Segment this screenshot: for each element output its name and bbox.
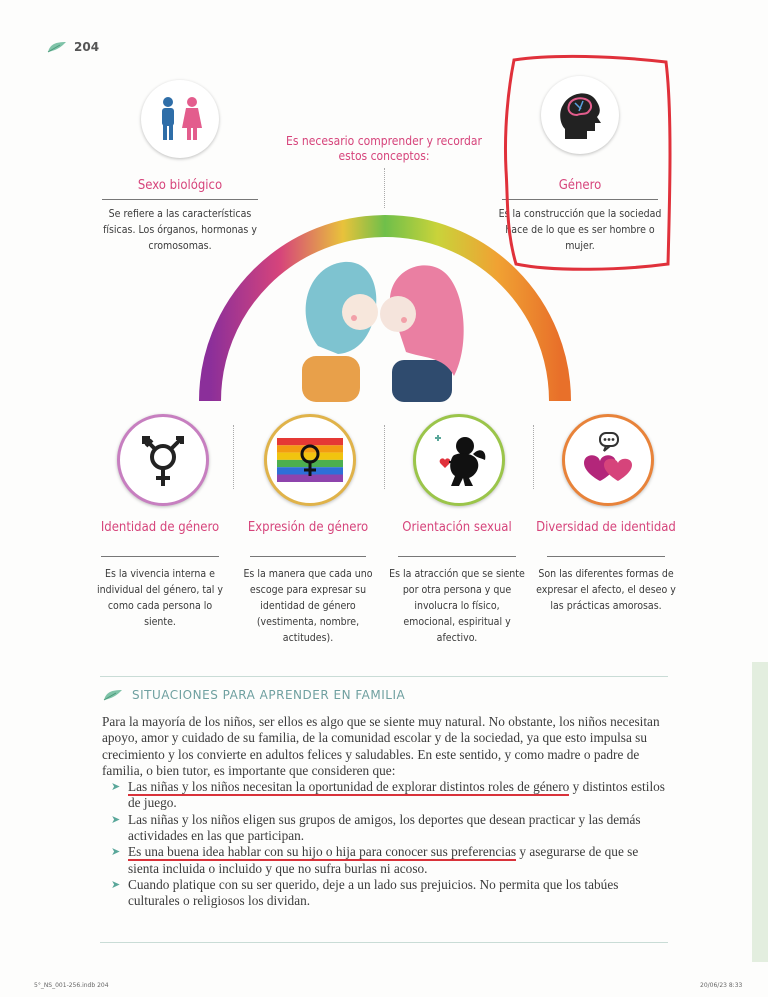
column-divider: [533, 425, 534, 489]
concept-title-sexo-biologico: Sexo biológico: [137, 178, 223, 193]
concept-desc-expresion: Es la manera que cada uno escoge para expresar su identidad de género (vestimenta, nombre, actitudes).: [243, 568, 373, 644]
identidad-icon-circle: [117, 414, 209, 506]
concept-title-diversidad: Diversidad de identidad: [536, 520, 676, 535]
concept-desc-genero: Es la construcción que la sociedad hace de lo que es ser hombre o mujer.: [498, 208, 662, 252]
concept-desc-diversidad: Son las diferentes formas de expresar el afecto, el deseo y las prácticas amorosas.: [536, 568, 676, 612]
hearts-chat-icon: [578, 431, 638, 489]
orientacion-icon-circle: [413, 414, 505, 506]
concept-rule: [101, 556, 219, 557]
intro-divider: [384, 168, 385, 208]
arrow-bullet-icon: ➤: [111, 878, 121, 891]
diversidad-icon-circle: [562, 414, 654, 506]
column-divider: [233, 425, 234, 489]
concept-rule: [102, 199, 258, 200]
intro-text: Es necesario comprender y recordar estos conceptos:: [286, 134, 482, 163]
concept-title-identidad: Identidad de género: [100, 520, 220, 535]
cupid-icon: [429, 432, 489, 488]
situations-heading-text: SITUACIONES PARA APRENDER EN FAMILIA: [132, 688, 406, 702]
concept-title-orientacion: Orientación sexual: [402, 520, 512, 535]
expresion-icon-circle: [264, 414, 356, 506]
footer-file: 5°_NS_001-256.indb 204: [34, 982, 109, 989]
bullet-text: Las niñas y los niños eligen sus grupos de amigos, los deportes que desean practicar y las demás actividades en las que participan.: [128, 811, 641, 844]
situations-heading: [102, 688, 405, 702]
kissing-couple-illustration: [294, 256, 470, 402]
side-tab: [752, 662, 768, 962]
arrow-bullet-icon: ➤: [111, 846, 121, 859]
page-number: 204: [46, 40, 99, 54]
bullet-text: y distintos estilos de juego.: [128, 779, 665, 811]
sexo-biologico-icon-circle: [141, 80, 219, 158]
situations-paragraph: Para la mayoría de los niños, ser ellos es algo que se siente muy natural. No obstante, los niños necesitan apoyo, amor y cuidado de su familia, de la comunidad escolar y de la sociedad, ya que esto impulsa su crecimiento y los convierte en adultos felices y saludables. En este sentido, y como madre o padre de familia, o bien tutor, es importante que consideren que:: [102, 714, 660, 778]
leaf-icon: [46, 40, 68, 54]
pride-flag-icon: [277, 438, 343, 482]
concept-desc-sexo-biologico: Se refiere a las características físicas. Los órganos, hormonas y cromosomas.: [103, 208, 257, 252]
leaf-icon: [102, 688, 124, 702]
section-divider-bottom: [100, 942, 668, 943]
concept-rule: [398, 556, 516, 557]
concept-desc-identidad: Es la vivencia interna e individual del género, tal y como cada persona lo siente.: [96, 568, 224, 628]
concept-rule: [250, 556, 366, 557]
boy-girl-icon: [150, 96, 210, 142]
column-divider: [384, 425, 385, 489]
situations-body: [102, 714, 668, 910]
arrow-bullet-icon: ➤: [111, 813, 121, 826]
bullet-text: Cuando platique con su ser querido, deje a un lado sus prejuicios. No permita que los tabúes culturales o religiosos los dividan.: [128, 876, 619, 909]
section-divider: [100, 676, 668, 677]
bullet-text: y asegurarse de que se sienta incluida o incluido y que no sufra burlas ni acoso.: [128, 844, 639, 876]
bullet-item: [102, 779, 668, 812]
red-annotation-outline: [494, 50, 678, 278]
concept-title-expresion: Expresión de género: [247, 520, 369, 535]
bullet-underlined-text: Es una buena idea hablar con su hijo o hija para conocer sus preferencias: [128, 844, 517, 860]
bullet-underlined-text: Las niñas y los niños necesitan la oportunidad de explorar distintos roles de género: [128, 779, 570, 795]
arrow-bullet-icon: ➤: [111, 781, 121, 794]
footer-date: 20/06/23 8:33: [700, 982, 743, 989]
bullet-item: [102, 812, 668, 845]
bullet-item: [102, 877, 668, 910]
concept-desc-orientacion: Es la atracción que se siente por otra persona y que involucra lo físico, emocional, espiritual y afectivo.: [389, 568, 525, 644]
concept-title-genero: Género: [558, 178, 602, 193]
concept-rule: [547, 556, 665, 557]
transgender-symbol-icon: [136, 430, 190, 490]
bullet-item: [102, 844, 668, 877]
